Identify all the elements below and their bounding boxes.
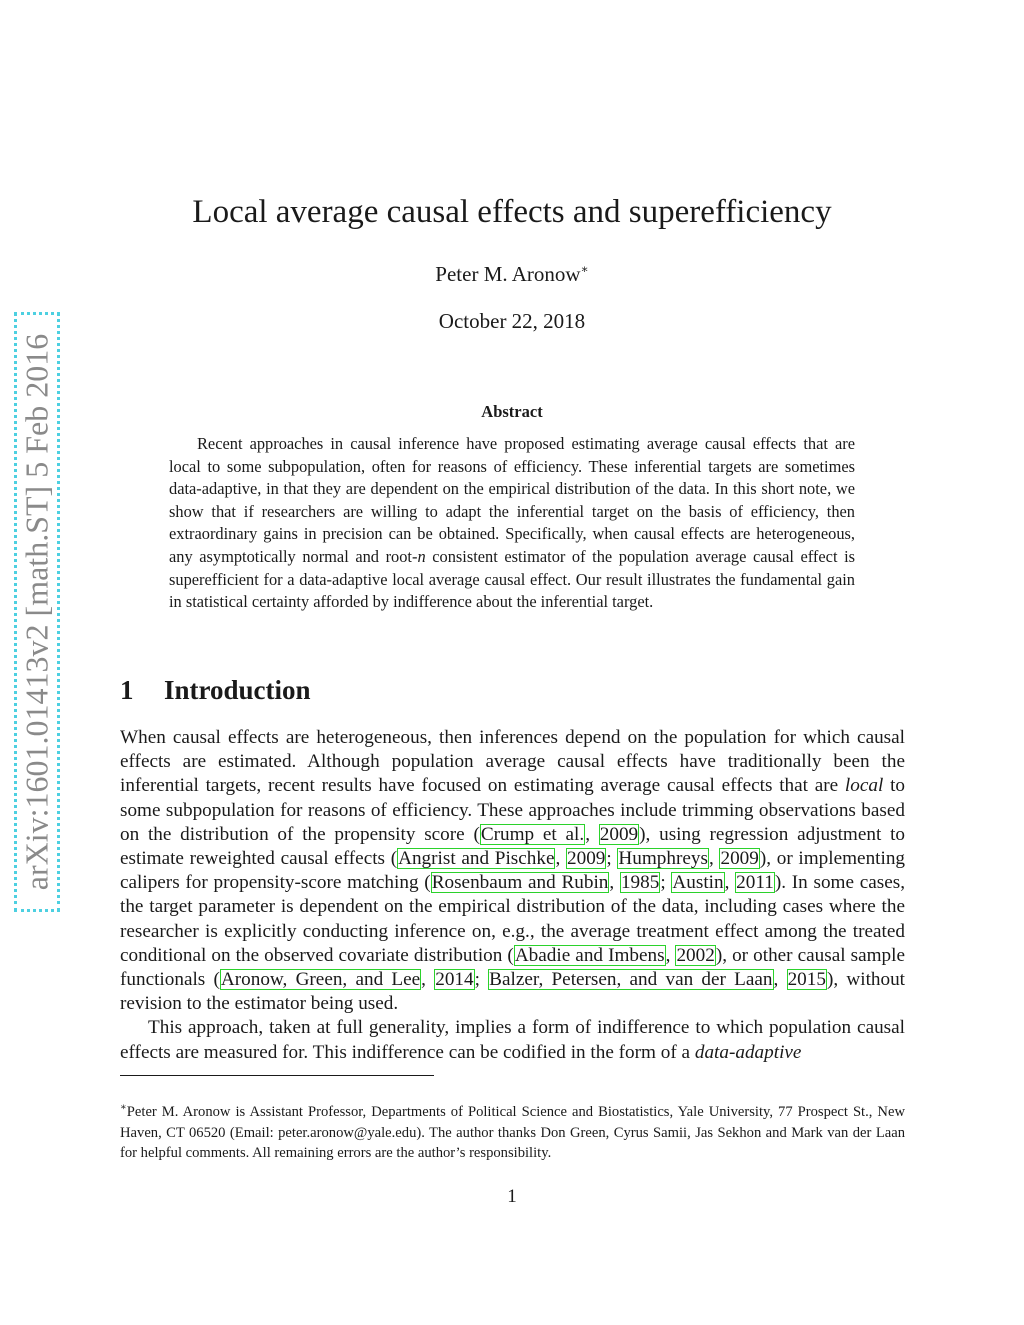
paragraph-2 [120,1016,905,1064]
citation-separator: , [773,969,787,991]
citation-year-link[interactable]: 2009 [599,823,639,845]
abstract-text-1: Recent approaches in causal inference have proposed estimating average causal effects that are local to some subpopulation, often for reasons of efficiency. These inferential targets are sometimes data-adaptive, in that they are dependent on the empirical distribution of the data. In this short note, we show that if researchers are willing to adapt the inferential target on the basis of efficiency, then extraordinary gains in precision can be obtained. Specifically, when causal effects are heterogeneous, any asymptotically normal and root- [169,434,855,566]
citation-separator: , [609,872,620,894]
para1-text-4: ), or implementing calipers for propensity-score matching ( [120,848,906,894]
citation-year-link[interactable]: 2014 [435,969,474,991]
author-footnote-mark[interactable]: ∗ [580,262,589,276]
paper-date: October 22, 2018 [438,309,586,333]
abstract-n: n [417,546,426,566]
author-line [0,262,1024,287]
citation-separator: ; [660,872,672,894]
citation-year-link[interactable]: 2009 [567,848,606,870]
footnote-mark: ∗ [120,1102,127,1113]
citation-link[interactable]: Rosenbaum and Rubin [431,872,609,894]
citation-link[interactable]: Humphreys [618,848,708,870]
citation-link[interactable]: Austin [672,872,724,894]
citation-separator: , [555,848,566,870]
para1-text-7: ), without revision to the estimator being used. [120,969,906,1015]
footnote [120,1098,905,1164]
para1-text-1: When causal effects are heterogeneous, then inferences depend on the population for which causal effects are estimated. Although population average causal effects have traditionally been the inferential targets, recent results have focused on estimating average causal effects that are [120,727,905,797]
citation-year-link[interactable]: 1985 [620,872,660,894]
para2-italic: data-adaptive [694,1041,802,1063]
citation-year-link[interactable]: 2009 [720,848,759,870]
introduction-body [120,726,905,1065]
para1-text-5: ). In some cases, the target parameter is dependent on the empirical distribution of the data, including cases where the researcher is explicitly conducting inference on, e.g., the average treatment effect among the treated conditional on the observed covariate distribution ( [120,872,906,966]
paragraph-1 [120,726,905,1016]
author-name: Peter M. Aronow [435,262,581,286]
para1-text-3: ), using regression adjustment to estimate reweighted causal effects ( [120,823,905,870]
page-number: 1 [507,1186,517,1207]
para1-text-2: to some subpopulation for reasons of efficiency. These approaches include trimming observations based on the distribution of the propensity score ( [120,775,905,845]
citation-separator: , [724,872,736,894]
citation-link[interactable]: Angrist and Pischke [398,848,555,870]
citation-link[interactable]: Aronow, Green, and Lee [220,969,421,991]
section-heading-introduction [120,673,311,707]
citation-separator: , [665,944,676,966]
citation-separator: , [708,848,720,870]
footnote-text: Peter M. Aronow is Assistant Professor, Departments of Political Science and Biostatistics, Yale University, 77 Prospect St., New Haven, CT 06520 (Email: peter.aronow@yale.edu). The author thanks Don Green, Cyrus Samii, Jas Sekhon and Mark van der Laan for helpful comments. All remaining errors are the author’s responsibility. [120,1104,905,1161]
citation-link[interactable]: Abadie and Imbens [514,944,665,966]
abstract-text-2: consistent estimator of the population average causal effect is superefficient for a data-adaptive local average causal effect. Our result illustrates the fundamental gain in statistical certainty afforded by indifference about the inferential target. [169,546,856,612]
citation-link[interactable]: Balzer, Petersen, and van der Laan [489,969,773,991]
abstract-body [169,433,855,614]
citation-year-link[interactable]: 2002 [676,944,715,966]
abstract-heading: Abstract [481,402,543,421]
citation-separator: ; [606,848,618,870]
section-title: Introduction [164,675,311,705]
paper-title: Local average causal effects and superefficiency [192,194,832,230]
section-number: 1 [120,675,134,705]
citation-separator: ; [474,969,489,991]
para1-italic-local: local [844,775,884,797]
arxiv-identifier: arXiv:1601.01413v2 [math.ST] 5 Feb 2016 [18,333,55,891]
footnote-rule [120,1075,434,1076]
citation-year-link[interactable]: 2015 [787,969,826,991]
citation-link[interactable]: Crump et al. [480,823,585,845]
para1-text-6: ), or other causal sample functionals ( [120,944,905,991]
para2-text-1: This approach, taken at full generality, implies a form of indifference to which population causal effects are measured for. This indifference can be codified in the form of a [120,1017,905,1063]
citation-separator: , [421,969,435,991]
citation-year-link[interactable]: 2011 [736,872,774,894]
citation-separator: , [585,823,599,845]
